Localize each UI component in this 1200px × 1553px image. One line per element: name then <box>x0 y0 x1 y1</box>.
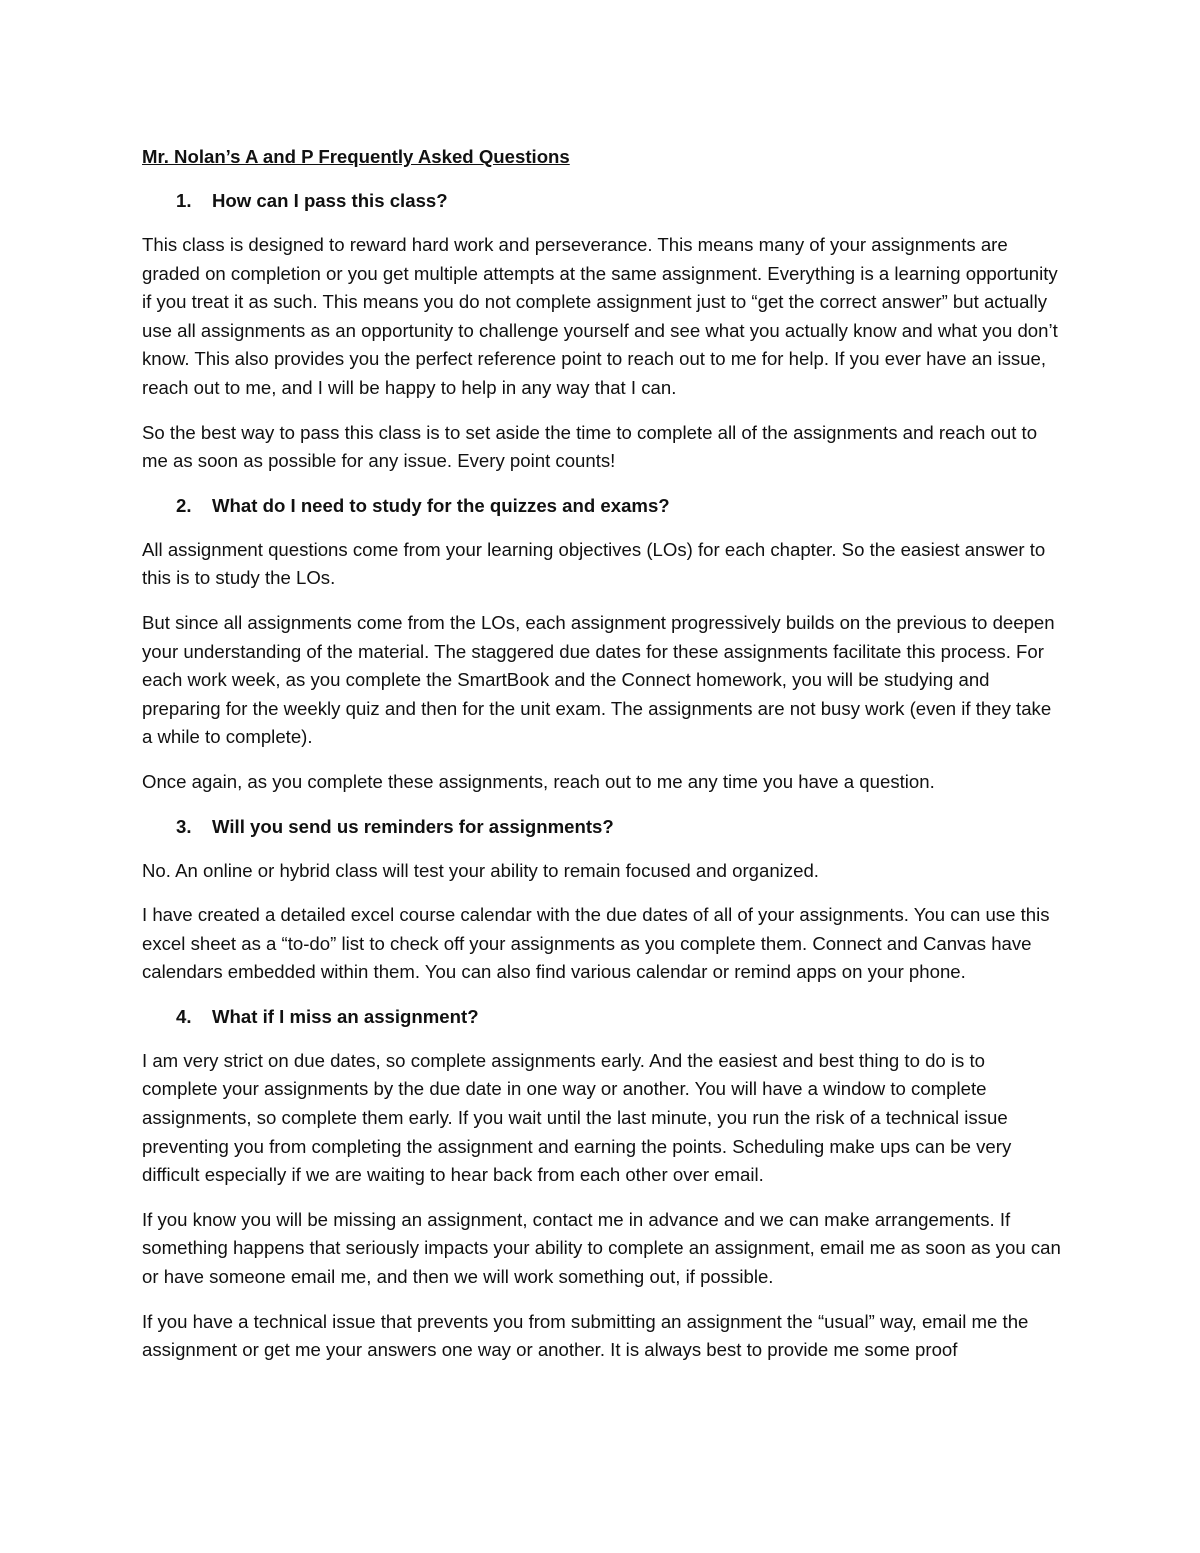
question-text: Will you send us reminders for assignments? <box>212 815 614 837</box>
answer-paragraph: No. An online or hybrid class will test your ability to remain focused and organized. <box>142 859 819 881</box>
question-number: 3. <box>176 815 192 837</box>
question-text: How can I pass this class? <box>212 190 448 211</box>
question-text: What do I need to study for the quizzes and exams? <box>212 494 670 516</box>
faq-question <box>142 1003 1064 1031</box>
question-number: 1. <box>176 190 192 211</box>
answer-paragraph: Once again, as you complete these assignments, reach out to me any time you have a question. <box>142 770 935 792</box>
answer-paragraph: I have created a detailed excel course calendar with the due dates of all of your assignments. You can use this excel sheet as a “to-do” list to check off your assignments as you complete them. Connect and Canvas have calendars embedded within them. You can also find various calendar or remind apps on your phone. <box>142 904 1050 983</box>
answer-paragraph: I am very strict on due dates, so complete assignments early. And the easiest and best thing to do is to complete your assignments by the due date in one way or another. You will have a window to complete assignments, so complete them early. If you wait until the last minute, you run the risk of a technical issue preventing you from completing the assignment and earning the points. Scheduling make ups can be very difficult especially if we are waiting to hear back from each other over email. <box>142 1049 1012 1186</box>
faq-question <box>142 492 1064 520</box>
question-number: 2. <box>176 494 192 516</box>
question-number: 4. <box>176 1005 192 1027</box>
answer-paragraph: If you have a technical issue that prevents you from submitting an assignment the “usual” way, email me the assignment or get me your answers one way or another. It is always best to provide me some proof <box>142 1310 1029 1361</box>
answer-paragraph: But since all assignments come from the LOs, each assignment progressively builds on the previous to deepen your understanding of the material. The staggered due dates for these assignments facilitate this process. For each work week, as you complete the SmartBook and the Connect homework, you will be studying and preparing for the weekly quiz and then for the unit exam. The assignments are not busy work (even if they take a while to complete). <box>142 611 1055 748</box>
answer-paragraph: So the best way to pass this class is to set aside the time to complete all of the assignments and reach out to me as soon as possible for any issue. Every point counts! <box>142 421 1038 472</box>
faq-question <box>142 813 1064 841</box>
question-text: What if I miss an assignment? <box>212 1005 479 1027</box>
answer-paragraph: All assignment questions come from your learning objectives (LOs) for each chapter. So the easiest answer to this is to study the LOs. <box>142 538 1046 589</box>
answer-paragraph: If you know you will be missing an assignment, contact me in advance and we can make arrangements. If something happens that seriously impacts your ability to complete an assignment, email me as soon as you can or have someone email me, and then we will work something out, if possible. <box>142 1208 1061 1288</box>
faq-question <box>142 187 1064 215</box>
document-body <box>142 143 1064 1381</box>
answer-paragraph: This class is designed to reward hard work and perseverance. This means many of your assignments are graded on completion or you get multiple attempts at the same assignment. Everything is a learning opportunity if you treat it as such. This means you do not complete assignment just to “get the correct answer” but actually use all assignments as an opportunity to challenge yourself and see what you actually know and what you don’t know. This also provides you the perfect reference point to reach out to me for help. If you ever have an issue, reach out to me, and I will be happy to help in any way that I can. <box>142 234 1058 398</box>
document-title: Mr. Nolan’s A and P Frequently Asked Questions <box>142 146 570 167</box>
